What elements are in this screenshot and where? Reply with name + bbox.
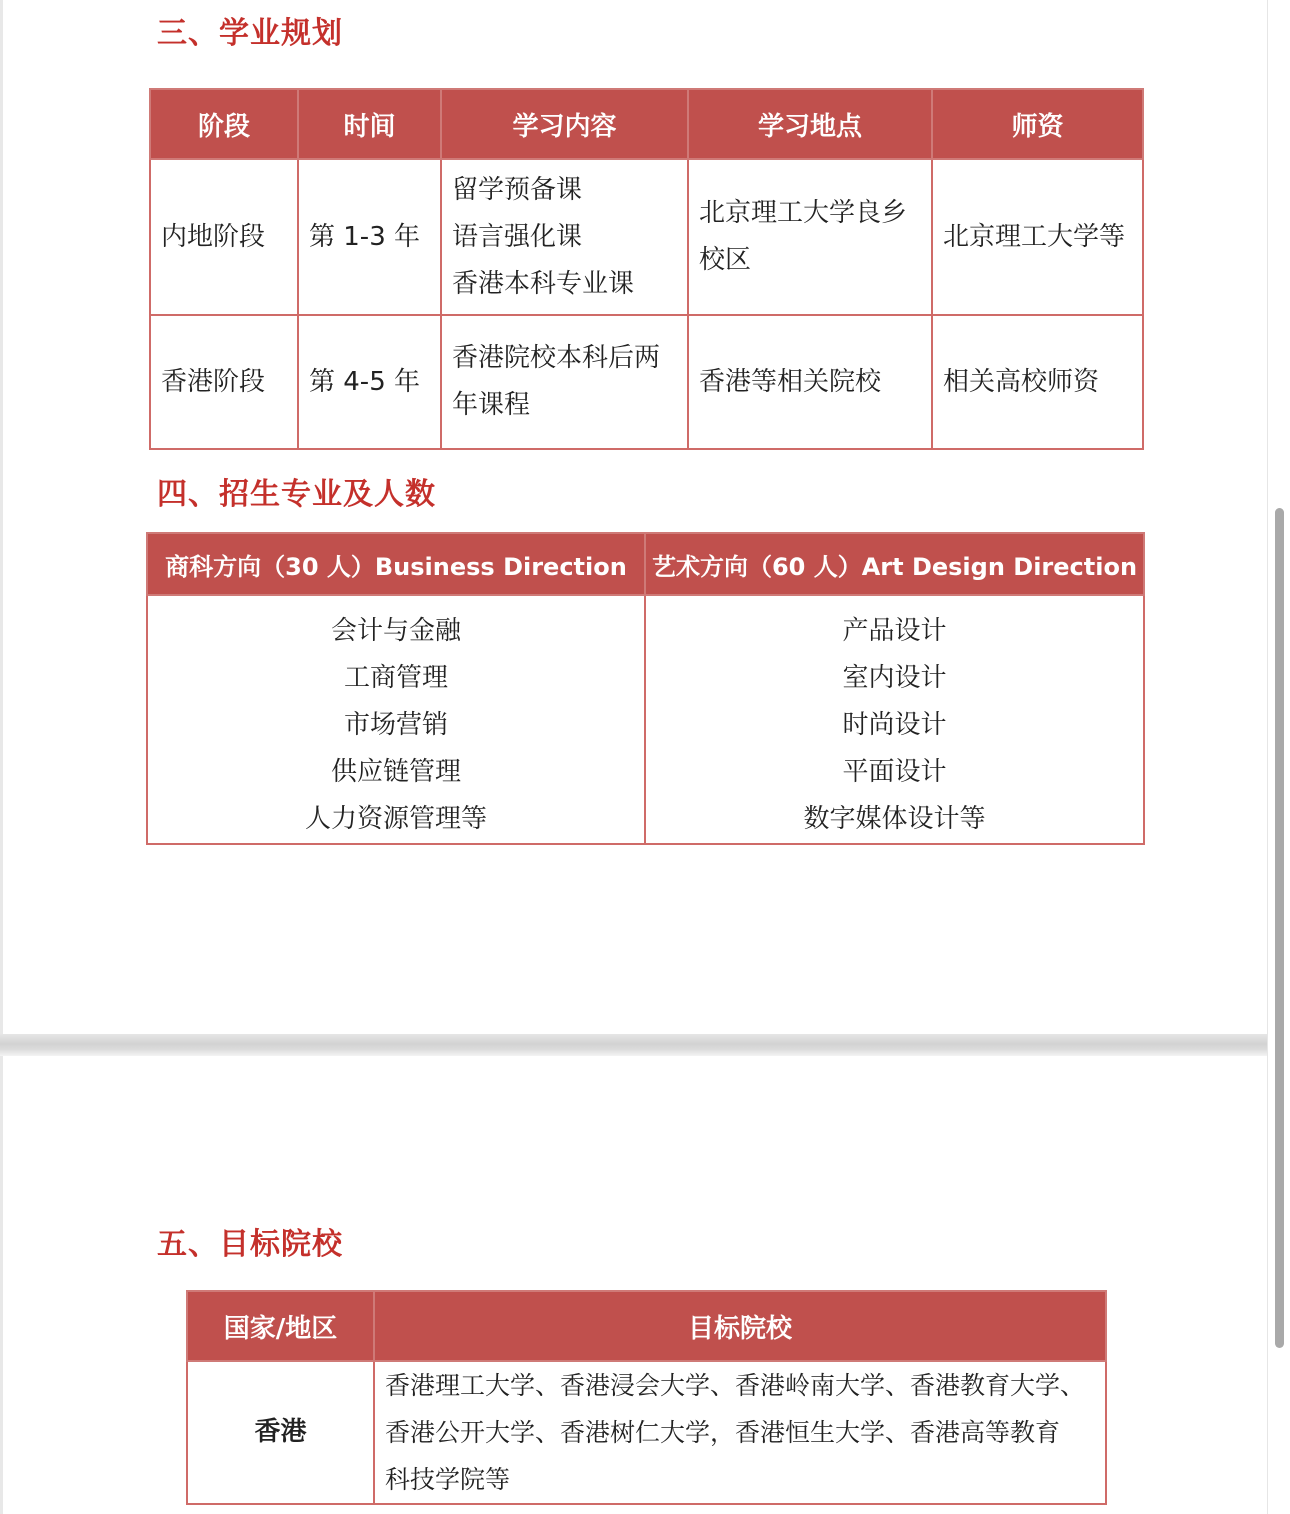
region-cell: 香港 [187, 1361, 374, 1504]
location-line: 北京理工大学良乡 [699, 198, 908, 228]
study-plan-table [149, 88, 1144, 450]
vertical-scrollbar[interactable] [1267, 0, 1290, 1514]
major-item: 时尚设计 [842, 710, 947, 740]
major-item: 室内设计 [842, 663, 947, 693]
major-item: 工商管理 [343, 663, 448, 693]
schools-line: 科技学院等 [385, 1465, 511, 1494]
content-cell [441, 315, 688, 449]
schools-line: 香港公开大学、香港树仁大学，香港恒生大学、香港高等教育 [385, 1418, 1061, 1447]
page-edge [0, 0, 3, 1514]
column-header: 学习地点 [688, 89, 932, 159]
location-cell [688, 315, 932, 449]
time-cell: 第 4-5 年 [298, 315, 441, 449]
table-row [150, 159, 1143, 315]
table-header-row [150, 89, 1143, 159]
section-3-title: 三、学业规划 [157, 16, 343, 51]
schools-header: 目标院校 [374, 1291, 1106, 1361]
page-separator [0, 1034, 1290, 1056]
faculty-cell: 相关高校师资 [932, 315, 1143, 449]
schools-cell [374, 1361, 1106, 1504]
stage-cell: 内地阶段 [150, 159, 298, 315]
schools-line: 香港理工大学、香港浸会大学、香港岭南大学、香港教育大学、 [385, 1371, 1086, 1400]
content-line: 香港本科专业课 [452, 268, 635, 299]
table-row [187, 1361, 1106, 1504]
target-schools-table [186, 1290, 1107, 1505]
table-header-row [187, 1291, 1106, 1361]
content-line: 香港院校本科后两 [452, 343, 661, 373]
column-header: 学习内容 [441, 89, 688, 159]
major-item: 会计与金融 [330, 616, 461, 646]
location-cell [688, 159, 932, 315]
table-row [147, 595, 1144, 844]
content-line: 留学预备课 [452, 174, 583, 205]
content-line: 语言强化课 [452, 221, 583, 252]
art-majors-cell [645, 595, 1144, 844]
major-item: 市场营销 [343, 710, 448, 740]
major-item: 人力资源管理等 [304, 804, 487, 834]
faculty-cell: 北京理工大学等 [932, 159, 1143, 315]
content-line: 年课程 [452, 390, 531, 420]
major-item: 数字媒体设计等 [803, 804, 986, 834]
table-header-row [147, 533, 1144, 595]
time-cell: 第 1-3 年 [298, 159, 441, 315]
art-direction-header: 艺术方向（60 人）Art Design Direction [645, 533, 1144, 595]
table-row [150, 315, 1143, 449]
business-majors-cell [147, 595, 645, 844]
column-header: 师资 [932, 89, 1143, 159]
scrollbar-thumb[interactable] [1275, 508, 1284, 1348]
section-5-title: 五、目标院校 [157, 1227, 343, 1262]
major-item: 平面设计 [842, 757, 947, 787]
location-line: 香港等相关院校 [699, 366, 882, 397]
location-line: 校区 [699, 245, 752, 275]
region-header: 国家/地区 [187, 1291, 374, 1361]
section-4-title: 四、招生专业及人数 [157, 477, 436, 512]
column-header: 时间 [298, 89, 441, 159]
majors-table [146, 532, 1145, 845]
major-item: 供应链管理 [330, 757, 461, 787]
business-direction-header: 商科方向（30 人）Business Direction [147, 533, 645, 595]
content-cell [441, 159, 688, 315]
column-header: 阶段 [150, 89, 298, 159]
major-item: 产品设计 [842, 616, 947, 646]
stage-cell: 香港阶段 [150, 315, 298, 449]
